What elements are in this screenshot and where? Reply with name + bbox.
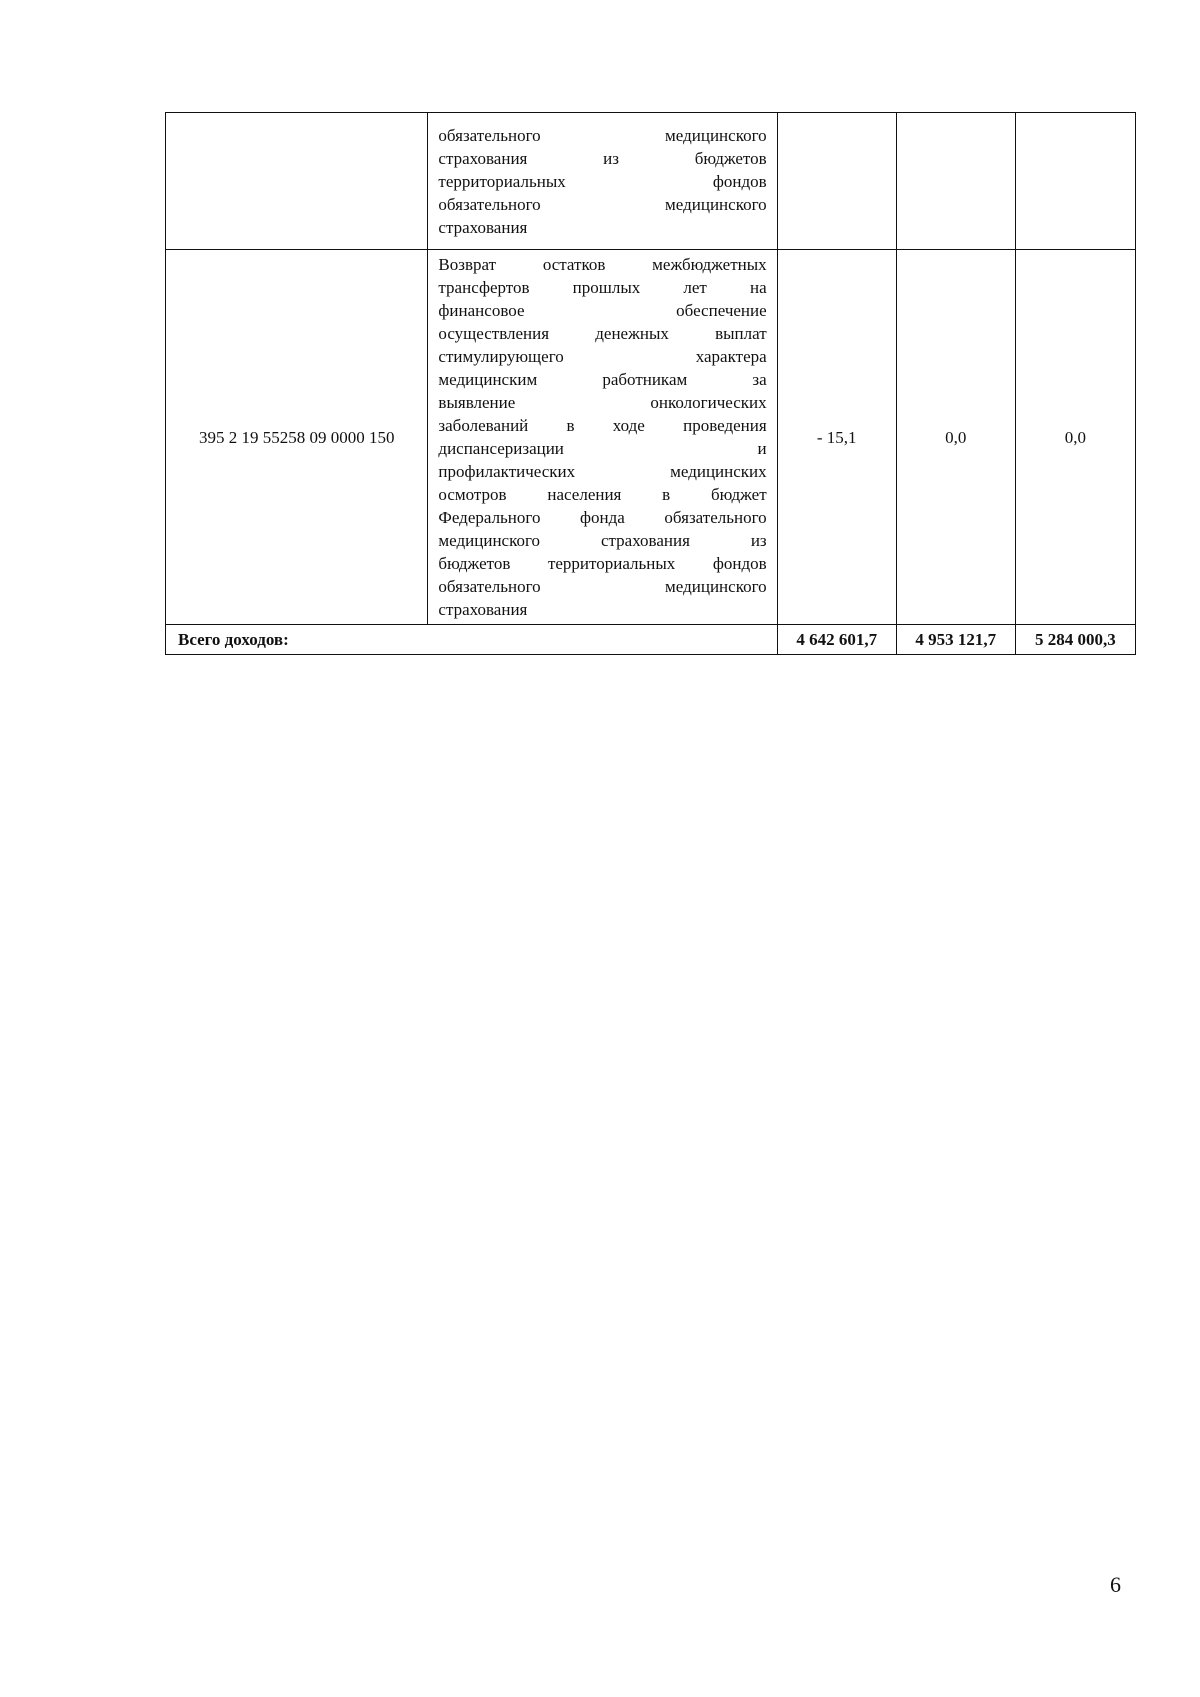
description-line: обязательного медицинского — [438, 577, 767, 596]
description-line: осуществления денежных выплат — [438, 324, 767, 343]
description-line: страхования — [438, 600, 528, 619]
value-cell-year-3 — [1015, 113, 1135, 250]
value-cell-year-2: 0,0 — [896, 250, 1015, 625]
description-line: диспансеризации и — [438, 439, 767, 458]
page-number: 6 — [1110, 1572, 1121, 1597]
description-line: бюджетов территориальных фондов — [438, 554, 767, 573]
description-line: выявление онкологических — [438, 393, 767, 412]
description-line: страхования из бюджетов — [438, 148, 767, 168]
total-row — [166, 625, 1136, 655]
total-value-year-3: 5 284 000,3 — [1015, 625, 1135, 655]
total-value-year-1: 4 642 601,7 — [777, 625, 896, 655]
description-line: финансовое обеспечение — [438, 301, 767, 320]
description-line: обязательного медицинского — [438, 194, 767, 214]
description-line: обязательного медицинского — [438, 125, 767, 145]
total-label: Всего доходов: — [166, 625, 778, 655]
value-cell-year-1 — [777, 113, 896, 250]
value-cell-year-3: 0,0 — [1015, 250, 1135, 625]
description-line: медицинским работникам за — [438, 370, 767, 389]
description-line: заболеваний в ходе проведения — [438, 416, 767, 435]
description-line: профилактических медицинских — [438, 462, 767, 481]
value-cell-year-1: - 15,1 — [777, 250, 896, 625]
table-row — [166, 250, 1136, 625]
description-line: территориальных фондов — [438, 171, 767, 191]
value-cell-year-2 — [896, 113, 1015, 250]
description-line: медицинского страхования из — [438, 531, 767, 550]
description-line: страхования — [438, 217, 528, 237]
description-cell — [428, 250, 777, 625]
description-line: Возврат остатков межбюджетных — [438, 255, 767, 274]
description-line: Федерального фонда обязательного — [438, 508, 767, 527]
total-value-year-2: 4 953 121,7 — [896, 625, 1015, 655]
description-cell — [428, 113, 777, 250]
description-line: осмотров населения в бюджет — [438, 485, 767, 504]
description-line: трансфертов прошлых лет на — [438, 278, 767, 297]
table-row — [166, 113, 1136, 250]
revenue-table — [165, 112, 1136, 655]
description-line: стимулирующего характера — [438, 347, 767, 366]
budget-code-cell — [166, 113, 428, 250]
budget-code-cell: 395 2 19 55258 09 0000 150 — [166, 250, 428, 625]
